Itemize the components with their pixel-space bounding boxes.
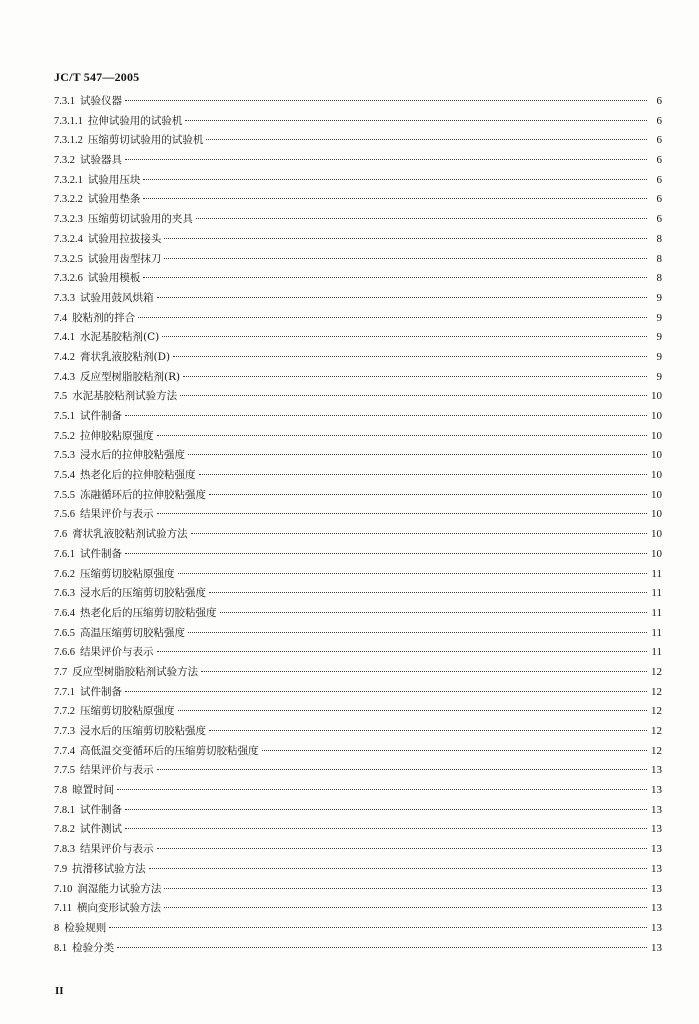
toc-section-title: 试件制备 [80,547,122,560]
toc-section-number: 7.3.2.3 [54,214,83,226]
toc-entry [54,604,662,624]
toc-section-title: 浸水后的压缩剪切胶粘强度 [80,587,206,600]
toc-section-title: 拉伸胶粘原强度 [80,429,154,442]
toc-page-number: 13 [651,784,662,797]
toc-dot-leader [125,100,647,101]
toc-page-number: 10 [651,469,662,482]
toc-page-number: 9 [656,350,662,363]
toc-section-number: 7.6.6 [54,647,75,659]
toc-section-number: 7.3.2.2 [54,194,83,206]
toc-section-number: 7.8.1 [54,804,75,816]
toc-section-number: 7.3.2.5 [54,253,83,265]
toc-entry [54,820,662,840]
toc-section-number: 7.6 [54,529,68,541]
page-number: II [55,985,64,997]
toc-section-number: 7.7.5 [54,765,75,777]
toc-dot-leader [143,277,647,278]
toc-dot-leader [180,395,647,396]
toc-section-title: 润湿能力试验方法 [77,882,162,895]
toc-dot-leader [185,120,647,121]
toc-section-number: 7.8.2 [54,824,75,836]
toc-section-number: 7.5.3 [54,450,75,462]
toc-section-number: 7.8.3 [54,844,75,856]
toc-page-number: 11 [651,626,662,639]
toc-entry [54,466,662,486]
toc-page-number: 12 [651,685,662,698]
toc-entry [54,643,662,663]
toc-page-number: 10 [651,547,662,560]
toc-section-title: 试验用齿型抹刀 [87,252,162,265]
toc-section-title: 膏状乳液胶粘剂试验方法 [72,528,188,541]
toc-page-number: 9 [656,291,662,304]
toc-page-number: 9 [656,311,662,324]
toc-section-title: 检验分类 [72,941,115,954]
toc-page-number: 13 [651,843,662,856]
toc-entry [54,702,662,722]
toc-dot-leader [199,474,648,475]
toc-dot-leader [157,297,648,298]
toc-dot-leader [188,632,647,633]
toc-section-title: 抗滑移试验方法 [72,862,146,875]
toc-page-number: 10 [651,528,662,541]
toc-entry [54,663,662,683]
toc-dot-leader [117,789,647,790]
toc-section-number: 7.3.1.2 [54,135,83,147]
toc-page-number: 11 [651,606,662,619]
toc-dot-leader [178,710,648,711]
toc-page-number: 10 [651,508,662,521]
toc-page-number: 13 [651,764,662,777]
toc-page-number: 10 [651,410,662,422]
toc-page-number: 10 [651,390,662,403]
toc-entry [54,545,662,565]
toc-section-number: 7.6.5 [54,627,75,639]
toc-entry [54,880,662,900]
toc-entry [54,151,662,171]
toc-section-number: 7.5.2 [54,430,75,442]
toc-section-title: 结果评价与表示 [80,508,154,521]
toc-entry [54,269,662,289]
toc-section-title: 水泥基胶粘剂(C) [80,331,160,344]
toc-dot-leader [117,947,647,948]
toc-page-number: 8 [656,252,662,265]
toc-dot-leader [157,651,648,652]
toc-section-number: 7.7.4 [54,745,75,757]
toc-section-title: 试件测试 [80,823,122,836]
toc-page-number: 8 [656,232,662,245]
toc-page-number: 8 [656,272,662,285]
toc-section-number: 7.3.2.1 [54,174,83,186]
toc-page-number: 13 [651,902,662,915]
toc-entry [54,781,662,801]
toc-entry [54,505,662,525]
toc-dot-leader [109,927,647,928]
toc-entry [54,486,662,506]
toc-page-number: 13 [651,823,662,836]
toc-page-number: 12 [651,725,662,737]
document-code: JC/T 547—2005 [54,70,140,84]
toc-dot-leader [164,907,647,908]
toc-section-title: 浸水后的压缩剪切胶粘强度 [80,725,206,737]
toc-section-number: 7.5.4 [54,470,75,482]
toc-dot-leader [164,258,647,259]
toc-entry [54,683,662,703]
toc-section-title: 试验器具 [80,154,122,167]
toc-entry [54,565,662,585]
toc-page-number: 6 [656,154,662,167]
toc-section-title: 压缩剪切试验用的夹具 [87,213,193,226]
toc-section-number: 7.4 [54,312,68,324]
toc-entry [54,801,662,821]
toc-section-title: 结果评价与表示 [80,646,154,659]
toc-page-number: 12 [651,744,662,757]
toc-dot-leader [157,435,648,436]
toc-section-title: 压缩剪切胶粘原强度 [80,705,175,718]
toc-section-title: 试件制备 [80,685,122,698]
toc-page-number: 13 [651,803,662,816]
toc-section-title: 试验用垫条 [87,193,141,206]
toc-section-number: 7.3.2 [54,155,75,167]
toc-section-title: 检验规则 [64,921,107,934]
toc-section-title: 拉伸试验用的试验机 [87,114,183,127]
table-of-contents [54,92,662,958]
toc-entry [54,112,662,132]
toc-dot-leader [206,139,647,140]
toc-entry [54,624,662,644]
toc-dot-leader [209,730,647,731]
toc-dot-leader [220,612,648,613]
toc-entry [54,860,662,880]
toc-dot-leader [173,356,647,357]
toc-section-number: 7.6.2 [54,568,75,580]
toc-entry [54,230,662,250]
toc-section-title: 试验仪器 [80,95,122,107]
toc-entry [54,289,662,309]
toc-section-title: 压缩剪切试验用的试验机 [87,134,204,147]
toc-entry [54,939,662,959]
toc-section-title: 试验用压块 [87,173,141,186]
toc-dot-leader [183,376,647,377]
toc-dot-leader [162,336,647,337]
toc-entry [54,309,662,329]
toc-section-title: 压缩剪切胶粘原强度 [80,567,175,580]
toc-section-title: 冻融循环后的拉伸胶粘强度 [80,488,206,501]
toc-dot-leader [262,750,648,751]
toc-section-number: 7.11 [54,903,72,915]
toc-section-title: 高温压缩剪切胶粘强度 [80,626,185,639]
toc-section-title: 高低温交变循环后的压缩剪切胶粘强度 [80,744,259,757]
toc-page-number: 11 [651,567,662,580]
toc-dot-leader [196,218,647,219]
toc-dot-leader [157,848,648,849]
toc-entry [54,840,662,860]
toc-page-number: 10 [651,429,662,442]
toc-dot-leader [178,573,648,574]
toc-section-title: 试验用鼓风烘箱 [80,291,154,304]
toc-section-number: 7.3.1.1 [54,115,83,127]
toc-entry [54,131,662,151]
toc-section-number: 7.7.3 [54,726,75,737]
toc-page-number: 6 [656,134,662,147]
toc-section-number: 7.10 [54,883,73,895]
toc-dot-leader [149,868,647,869]
toc-entry [54,387,662,407]
toc-section-number: 8 [54,922,60,934]
toc-dot-leader [125,809,647,810]
toc-section-number: 7.8 [54,785,68,797]
toc-section-number: 7.7.2 [54,706,75,718]
toc-page-number: 11 [651,587,662,600]
toc-page-number: 13 [651,882,662,895]
toc-section-title: 反应型树脂胶粘剂试验方法 [72,665,199,678]
toc-section-title: 浸水后的拉伸胶粘强度 [80,449,185,462]
toc-entry [54,190,662,210]
toc-section-number: 7.3.1 [54,96,75,107]
toc-dot-leader [125,691,647,692]
toc-entry [54,92,662,112]
toc-section-number: 7.3.3 [54,292,75,304]
toc-entry [54,250,662,270]
toc-dot-leader [143,179,647,180]
toc-entry [54,446,662,466]
toc-dot-leader [188,454,647,455]
toc-dot-leader [125,828,647,829]
toc-page-number: 6 [656,213,662,226]
toc-section-title: 水泥基胶粘剂试验方法 [72,390,178,403]
toc-section-number: 7.6.3 [54,588,75,600]
toc-entry [54,525,662,545]
toc-dot-leader [157,769,648,770]
toc-page-number: 13 [651,862,662,875]
toc-section-title: 试件制备 [80,410,122,422]
toc-section-title: 膏状乳液胶粘剂(D) [80,350,171,363]
toc-section-title: 试验用拉拔接头 [87,232,162,245]
toc-page-number: 13 [651,941,662,954]
toc-page-number: 9 [656,331,662,344]
toc-entry [54,722,662,742]
toc-entry [54,742,662,762]
toc-dot-leader [191,533,647,534]
toc-section-title: 反应型树脂胶粘剂(R) [80,370,181,383]
toc-section-number: 7.5 [54,391,68,403]
toc-entry [54,919,662,939]
toc-dot-leader [209,494,647,495]
toc-page-number: 6 [656,114,662,127]
toc-section-number: 7.7.1 [54,686,75,698]
toc-dot-leader [125,159,647,160]
toc-section-number: 7.6.1 [54,548,75,560]
toc-section-number: 7.5.6 [54,509,75,521]
toc-page-number: 12 [651,705,662,718]
toc-page-number: 12 [651,665,662,678]
toc-section-number: 7.3.2.6 [54,273,83,285]
toc-page-number: 10 [651,449,662,462]
toc-page-number: 10 [651,488,662,501]
toc-dot-leader [209,592,647,593]
toc-section-number: 7.9 [54,863,68,875]
toc-section-number: 7.4.2 [54,351,75,363]
toc-page-number: 13 [651,921,662,934]
toc-section-number: 7.5.5 [54,489,75,501]
toc-dot-leader [125,415,647,416]
toc-page-number: 6 [656,95,662,107]
toc-dot-leader [201,671,647,672]
toc-section-title: 结果评价与表示 [80,843,154,856]
toc-entry [54,407,662,427]
toc-section-number: 7.5.1 [54,411,75,422]
toc-dot-leader [164,888,647,889]
toc-dot-leader [138,317,647,318]
toc-section-title: 横向变形试验方法 [77,902,161,915]
toc-section-number: 7.7 [54,666,68,678]
toc-section-title: 结果评价与表示 [80,764,154,777]
toc-section-title: 热老化后的拉伸胶粘强度 [80,469,196,482]
toc-section-title: 热老化后的压缩剪切胶粘强度 [80,606,217,619]
toc-entry [54,171,662,191]
toc-section-number: 8.1 [54,942,68,954]
toc-page-number: 6 [656,193,662,206]
toc-section-number: 7.4.1 [54,332,75,344]
toc-page-number: 6 [656,173,662,186]
toc-section-number: 7.6.4 [54,607,75,619]
toc-entry [54,348,662,368]
toc-page-number: 9 [656,370,662,383]
toc-dot-leader [157,513,648,514]
toc-entry [54,427,662,447]
toc-entry [54,368,662,388]
toc-section-title: 试验用模板 [87,272,141,285]
toc-dot-leader [125,553,647,554]
toc-section-number: 7.3.2.4 [54,233,83,245]
toc-page-number: 11 [651,646,662,659]
toc-entry [54,761,662,781]
toc-entry [54,210,662,230]
toc-section-title: 试件制备 [80,803,122,816]
toc-dot-leader [164,238,647,239]
toc-entry [54,899,662,919]
toc-section-number: 7.4.3 [54,371,75,383]
toc-section-title: 晾置时间 [72,784,115,797]
toc-entry [54,584,662,604]
toc-entry [54,328,662,348]
toc-section-title: 胶粘剂的拌合 [72,311,136,324]
toc-dot-leader [143,198,647,199]
